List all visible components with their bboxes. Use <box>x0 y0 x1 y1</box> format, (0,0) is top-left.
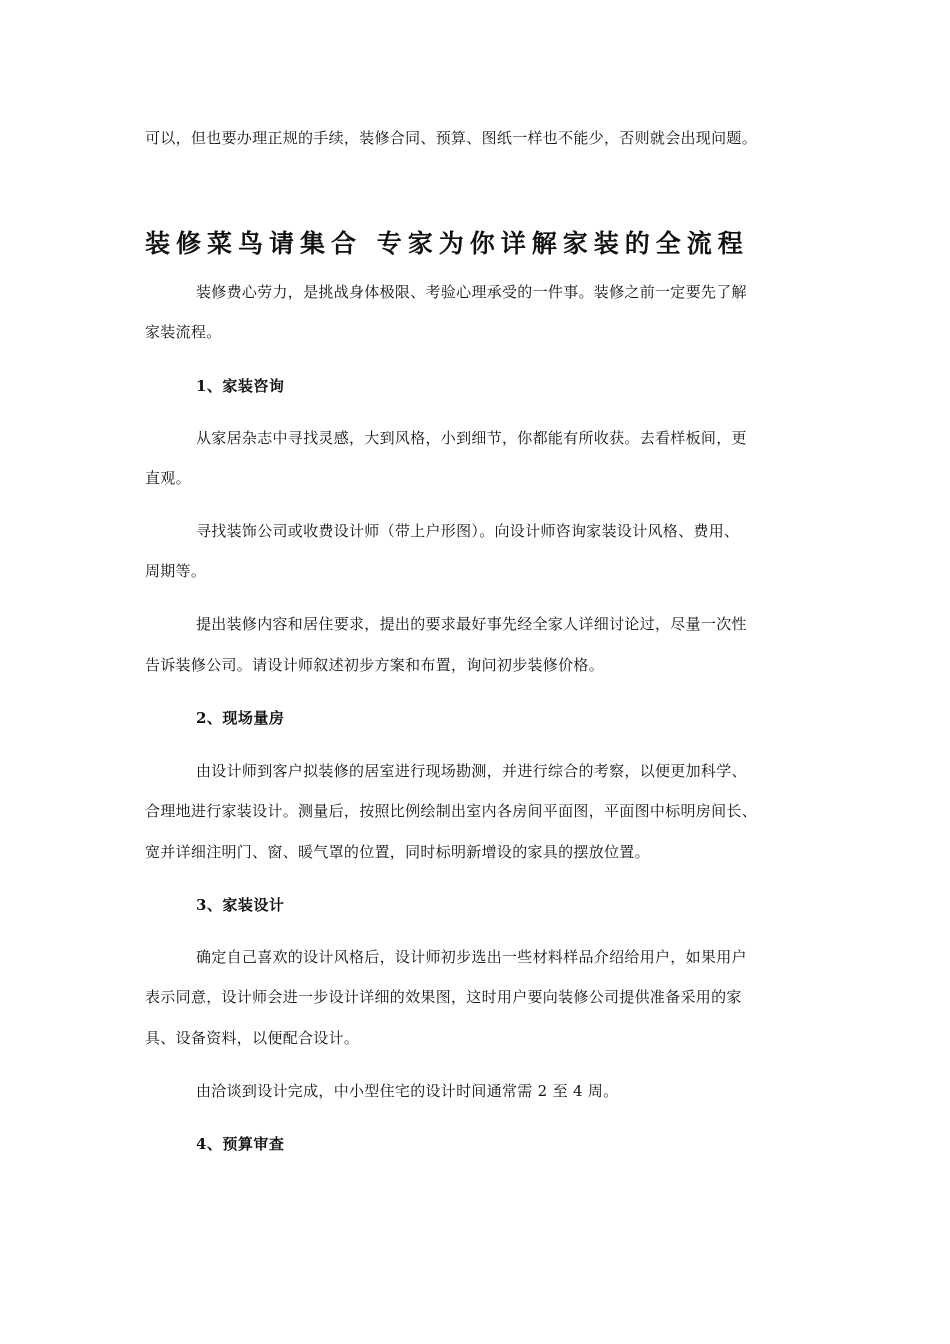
lead-paragraph-line: 家装流程。 <box>145 323 222 341</box>
intro-tail-text: 可以，但也要办理正规的手续，装修合同、预算、图纸一样也不能少，否则就会出现问题。 <box>145 129 758 147</box>
section-heading-budget-review: 4、预算审查 <box>196 1135 285 1153</box>
section-heading-consultation: 1、家装咨询 <box>196 377 285 395</box>
section-heading-measurement: 2、现场量房 <box>196 709 285 727</box>
paragraph-line: 具、设备资料，以便配合设计。 <box>145 1029 360 1047</box>
paragraph-line: 提出装修内容和居住要求，提出的要求最好事先经全家人详细讨论过，尽量一次性 <box>196 615 747 633</box>
article-title: 装修菜鸟请集合 专家为你详解家装的全流程 <box>145 229 749 258</box>
paragraph-line: 寻找装饰公司或收费设计师（带上户形图）。向设计师咨询家装设计风格、费用、 <box>196 522 740 540</box>
paragraph-line: 合理地进行家装设计。测量后，按照比例绘制出室内各房间平面图，平面图中标明房间长、 <box>145 802 758 820</box>
paragraph-line: 周期等。 <box>145 562 207 580</box>
paragraph-line: 由洽谈到设计完成，中小型住宅的设计时间通常需 2 至 4 周。 <box>196 1082 619 1100</box>
paragraph-line: 从家居杂志中寻找灵感，大到风格，小到细节，你都能有所收获。去看样板间，更 <box>196 429 747 447</box>
paragraph-line: 由设计师到客户拟装修的居室进行现场勘测，并进行综合的考察，以便更加科学、 <box>196 762 747 780</box>
section-heading-design: 3、家装设计 <box>196 896 285 914</box>
lead-paragraph-line: 装修费心劳力，是挑战身体极限、考验心理承受的一件事。装修之前一定要先了解 <box>196 283 747 301</box>
paragraph-line: 宽并详细注明门、窗、暖气罩的位置，同时标明新增设的家具的摆放位置。 <box>145 843 650 861</box>
paragraph-line: 直观。 <box>145 469 191 487</box>
paragraph-line: 表示同意，设计师会进一步设计详细的效果图，这时用户要向装修公司提供准备采用的家 <box>145 988 742 1006</box>
paragraph-line: 告诉装修公司。请设计师叙述初步方案和布置，询问初步装修价格。 <box>145 656 605 674</box>
paragraph-line: 确定自己喜欢的设计风格后，设计师初步选出一些材料样品介绍给用户，如果用户 <box>196 948 747 966</box>
